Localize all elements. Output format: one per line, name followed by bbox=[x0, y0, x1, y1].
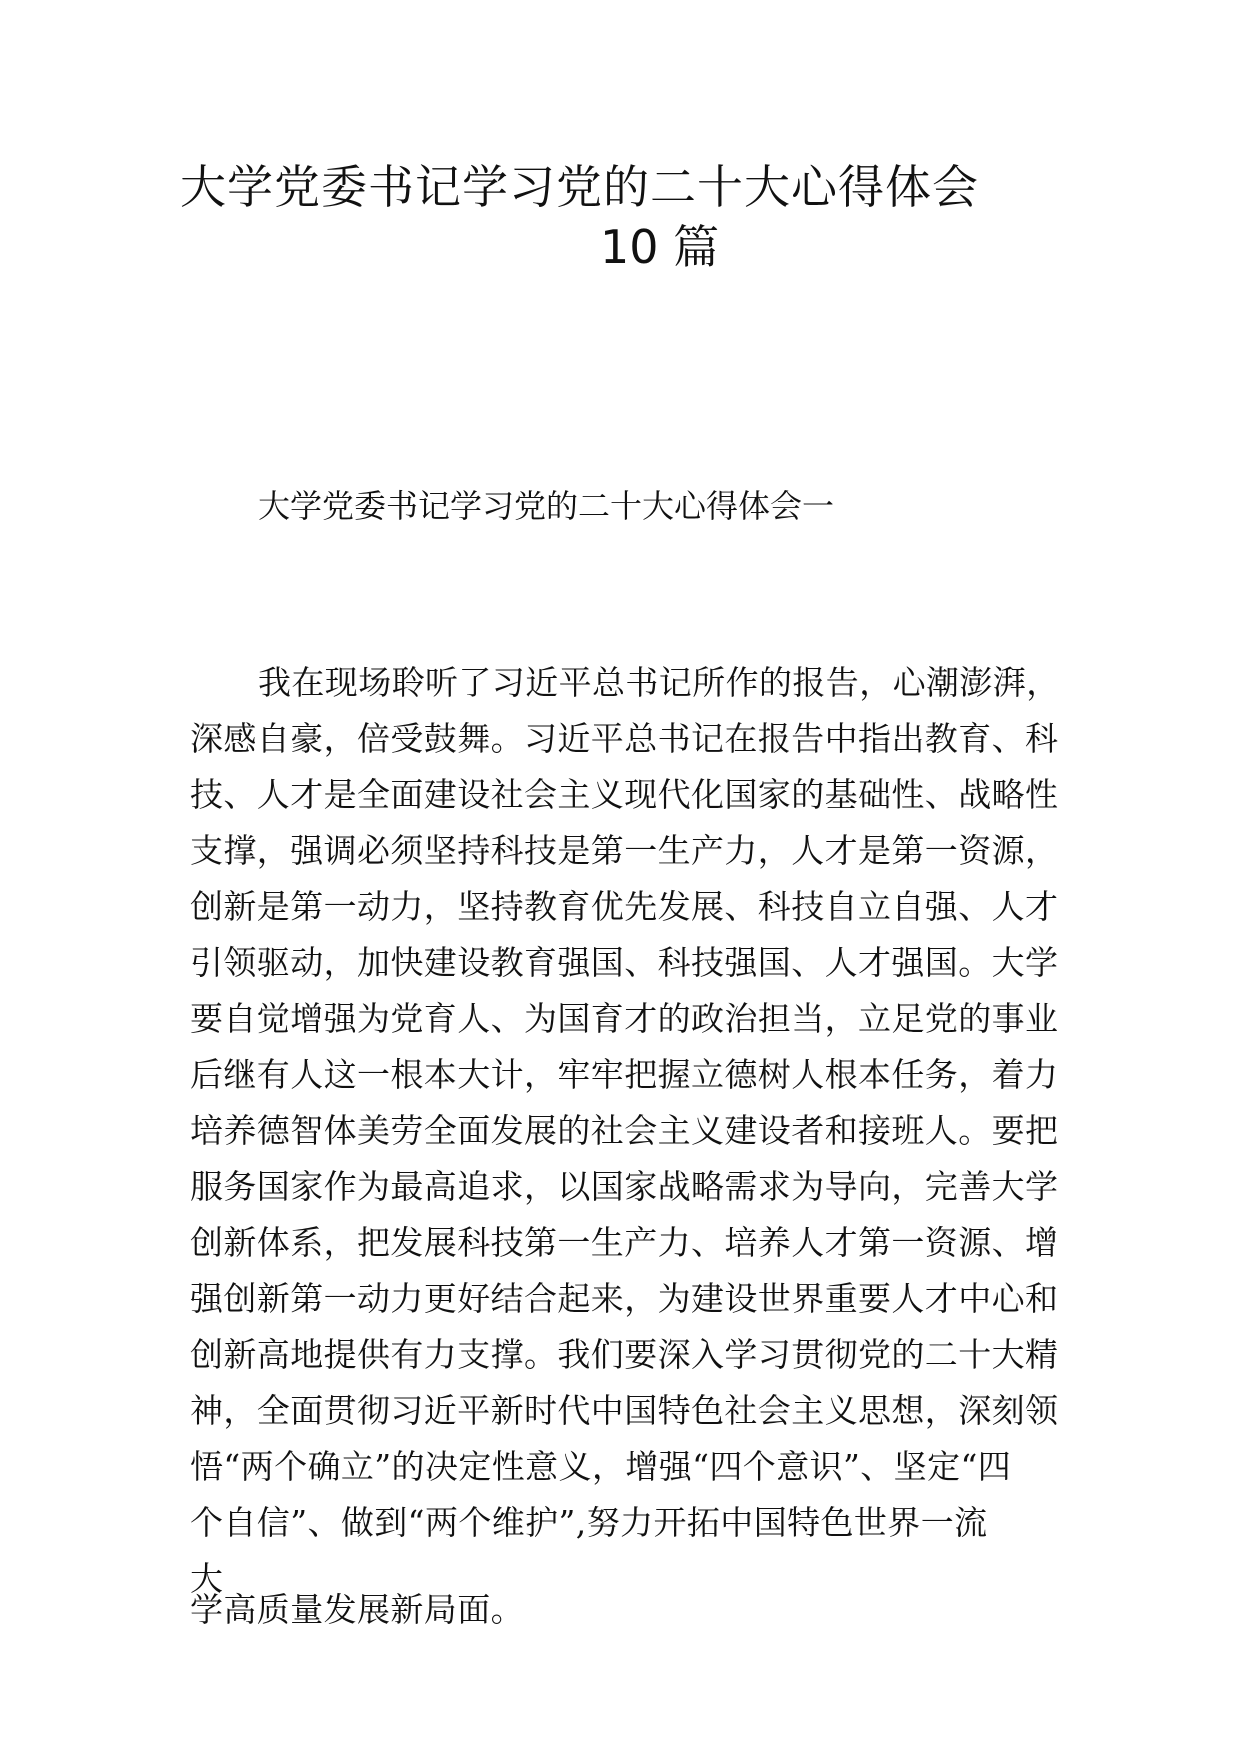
body-line: 培养德智体美劳全面发展的社会主义建设者和接班人。要把 bbox=[190, 1111, 1059, 1150]
body-line: 要自觉增强为党育人、为国育才的政治担当，立足党的事业 bbox=[190, 999, 1059, 1038]
body-line: 个自信”、做到“两个维护”,努力开拓中国特色世界一流 bbox=[190, 1503, 988, 1542]
body-line: 支撑，强调必须坚持科技是第一生产力，人才是第一资源， bbox=[190, 831, 1059, 870]
body-line: 创新体系，把发展科技第一生产力、培养人才第一资源、增 bbox=[190, 1223, 1059, 1262]
body-line: 强创新第一动力更好结合起来，为建设世界重要人才中心和 bbox=[190, 1279, 1059, 1318]
body-line: 后继有人这一根本大计，牢牢把握立德树人根本任务，着力 bbox=[190, 1055, 1059, 1094]
body-line: 创新是第一动力，坚持教育优先发展、科技自立自强、人才 bbox=[190, 887, 1059, 926]
body-line: 深感自豪，倍受鼓舞。习近平总书记在报告中指出教育、科 bbox=[190, 719, 1059, 758]
document-title-continuation: 10 篇 bbox=[600, 220, 720, 274]
section-heading: 大学党委书记学习党的二十大心得体会一 bbox=[258, 487, 835, 525]
body-line: 大 bbox=[190, 1559, 224, 1598]
body-line: 创新高地提供有力支撑。我们要深入学习贯彻党的二十大精 bbox=[190, 1335, 1059, 1374]
document-title: 大学党委书记学习党的二十大心得体会 bbox=[180, 160, 979, 214]
body-paragraph bbox=[190, 655, 1070, 1607]
body-line: 神，全面贯彻习近平新时代中国特色社会主义思想，深刻领 bbox=[190, 1391, 1059, 1430]
body-line: 我在现场聆听了习近平总书记所作的报告，心潮澎湃， bbox=[258, 663, 1060, 702]
body-line: 服务国家作为最高追求，以国家战略需求为导向，完善大学 bbox=[190, 1167, 1059, 1206]
body-line: 悟“两个确立”的决定性意义，增强“四个意识”、坚定“四 bbox=[190, 1447, 1012, 1486]
body-tail-line: 学高质量发展新局面。 bbox=[190, 1590, 524, 1629]
body-line: 引领驱动，加快建设教育强国、科技强国、人才强国。大学 bbox=[190, 943, 1059, 982]
body-line: 技、人才是全面建设社会主义现代化国家的基础性、战略性 bbox=[190, 775, 1059, 814]
